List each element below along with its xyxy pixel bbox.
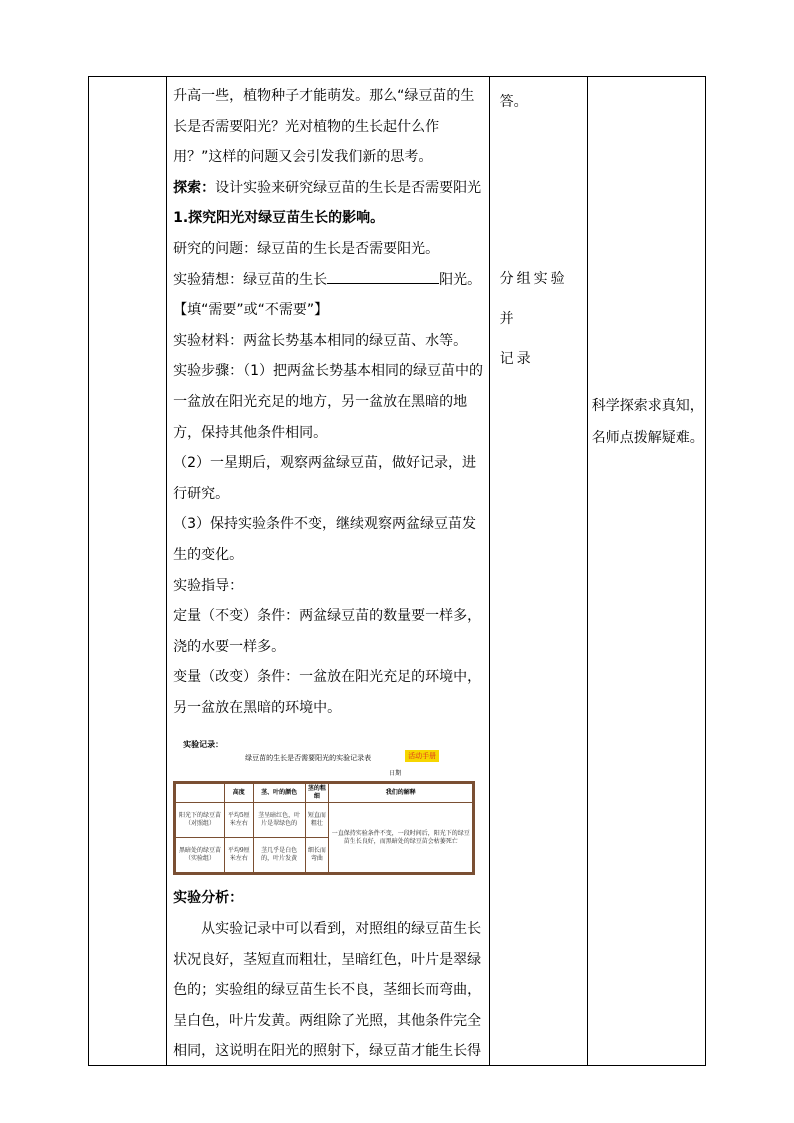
cell-color: 茎几乎是白色的，叶片发黄	[253, 838, 305, 874]
record-label: 实验记录：	[183, 740, 224, 750]
row-label-control: 阳光下的绿豆苗（对照组）	[175, 803, 225, 838]
table-row	[175, 803, 474, 838]
analysis-paragraph: 从实验记录中可以看到，对照组的绿豆苗生长状况良好，茎短直而粗壮，呈暗红色，叶片是翠绿色的；实验组的绿豆苗生长不良，茎细长而弯曲，呈白色，叶片发黄。两组除了光照，其他条件完全相同，这说明在阳光的照射下，绿豆苗才能生长得	[173, 921, 482, 1060]
record-date: 日期	[389, 770, 402, 778]
lesson-table	[88, 76, 706, 1066]
record-title: 绿豆苗的生长是否需要阳光的实验记录表	[245, 754, 372, 763]
guide-heading: 实验指导：	[173, 577, 244, 594]
header-cell: 我们的解释	[329, 783, 474, 803]
step-3: （3）保持实验条件不变，继续观察两盆绿豆苗发生的变化。	[173, 516, 477, 563]
cell-explanation: 一直保持实验条件不变，一段时间后，阳光下的绿豆苗生长良好，而黑暗处的绿豆苗会枯萎死亡	[329, 803, 474, 874]
research-question: 研究的问题：绿豆苗的生长是否需要阳光。	[173, 240, 440, 257]
row-label-experiment: 黑暗处的绿豆苗（实验组）	[175, 838, 225, 874]
activity-badge: 活动手册	[405, 750, 439, 762]
constant-condition: 定量（不变）条件：两盆绿豆苗的数量要一样多，浇的水要一样多。	[173, 608, 482, 655]
step-1: 实验步骤：（1）把两盆长势基本相同的绿豆苗中的一盆放在阳光充足的地方，另一盆放在黑暗的地方，保持其他条件相同。	[173, 363, 484, 441]
intent-line-1: 科学探索求真知，	[591, 398, 704, 414]
header-cell: 高度	[224, 783, 253, 803]
hypothesis-line	[173, 265, 484, 296]
student-activity-cell	[489, 77, 587, 1066]
materials: 实验材料：两盆长势基本相同的绿豆苗、水等。	[173, 332, 468, 349]
answer-text: 答。	[499, 94, 528, 110]
stage-cell	[89, 77, 167, 1066]
header-cell: 茎的粗细	[305, 783, 329, 803]
record-table	[173, 781, 475, 875]
cell-thickness: 短直而粗壮	[305, 803, 329, 838]
explore-line	[173, 173, 484, 204]
explore-text: 设计实验来研究绿豆苗的生长是否需要阳光	[215, 179, 482, 196]
header-cell	[175, 783, 225, 803]
variable-condition: 变量（改变）条件：一盆放在阳光充足的环境中，另一盆放在黑暗的环境中。	[173, 669, 482, 716]
fill-blank[interactable]	[327, 269, 439, 284]
intent-line-2: 名师点拨解疑难。	[591, 430, 704, 446]
record-table-figure	[173, 737, 477, 875]
section-heading: 1.探究阳光对绿豆苗生长的影响。	[173, 210, 385, 227]
analysis-heading: 实验分析：	[173, 890, 244, 907]
activity-text	[500, 259, 583, 379]
explore-label: 探索：	[173, 179, 216, 196]
step-2: （2）一星期后，观察两盆绿豆苗，做好记录，进行研究。	[173, 455, 477, 502]
hypothesis-prefix: 实验猜想：绿豆苗的生长	[173, 271, 328, 288]
activity-line-1: 分组实验并	[499, 271, 568, 327]
cell-color: 茎呈暗红色，叶片是翠绿色的	[253, 803, 305, 838]
design-intent-cell	[587, 77, 705, 1066]
cell-height: 平均5厘米左右	[224, 803, 253, 838]
hypothesis-suffix: 阳光。	[439, 271, 482, 288]
teaching-content-cell	[167, 77, 490, 1066]
activity-line-2: 记录	[499, 351, 534, 367]
header-cell: 茎、叶的颜色	[253, 783, 305, 803]
intro-paragraph: 升高一些，植物种子才能萌发。那么“绿豆苗的生长是否需要阳光？光对植物的生长起什么作用？”这样的问题又会引发我们新的思考。	[173, 88, 475, 166]
hypothesis-note: 【填“需要”或“不需要”】	[173, 302, 329, 319]
cell-height: 平均9厘米左右	[224, 838, 253, 874]
cell-thickness: 细长而弯曲	[305, 838, 329, 874]
